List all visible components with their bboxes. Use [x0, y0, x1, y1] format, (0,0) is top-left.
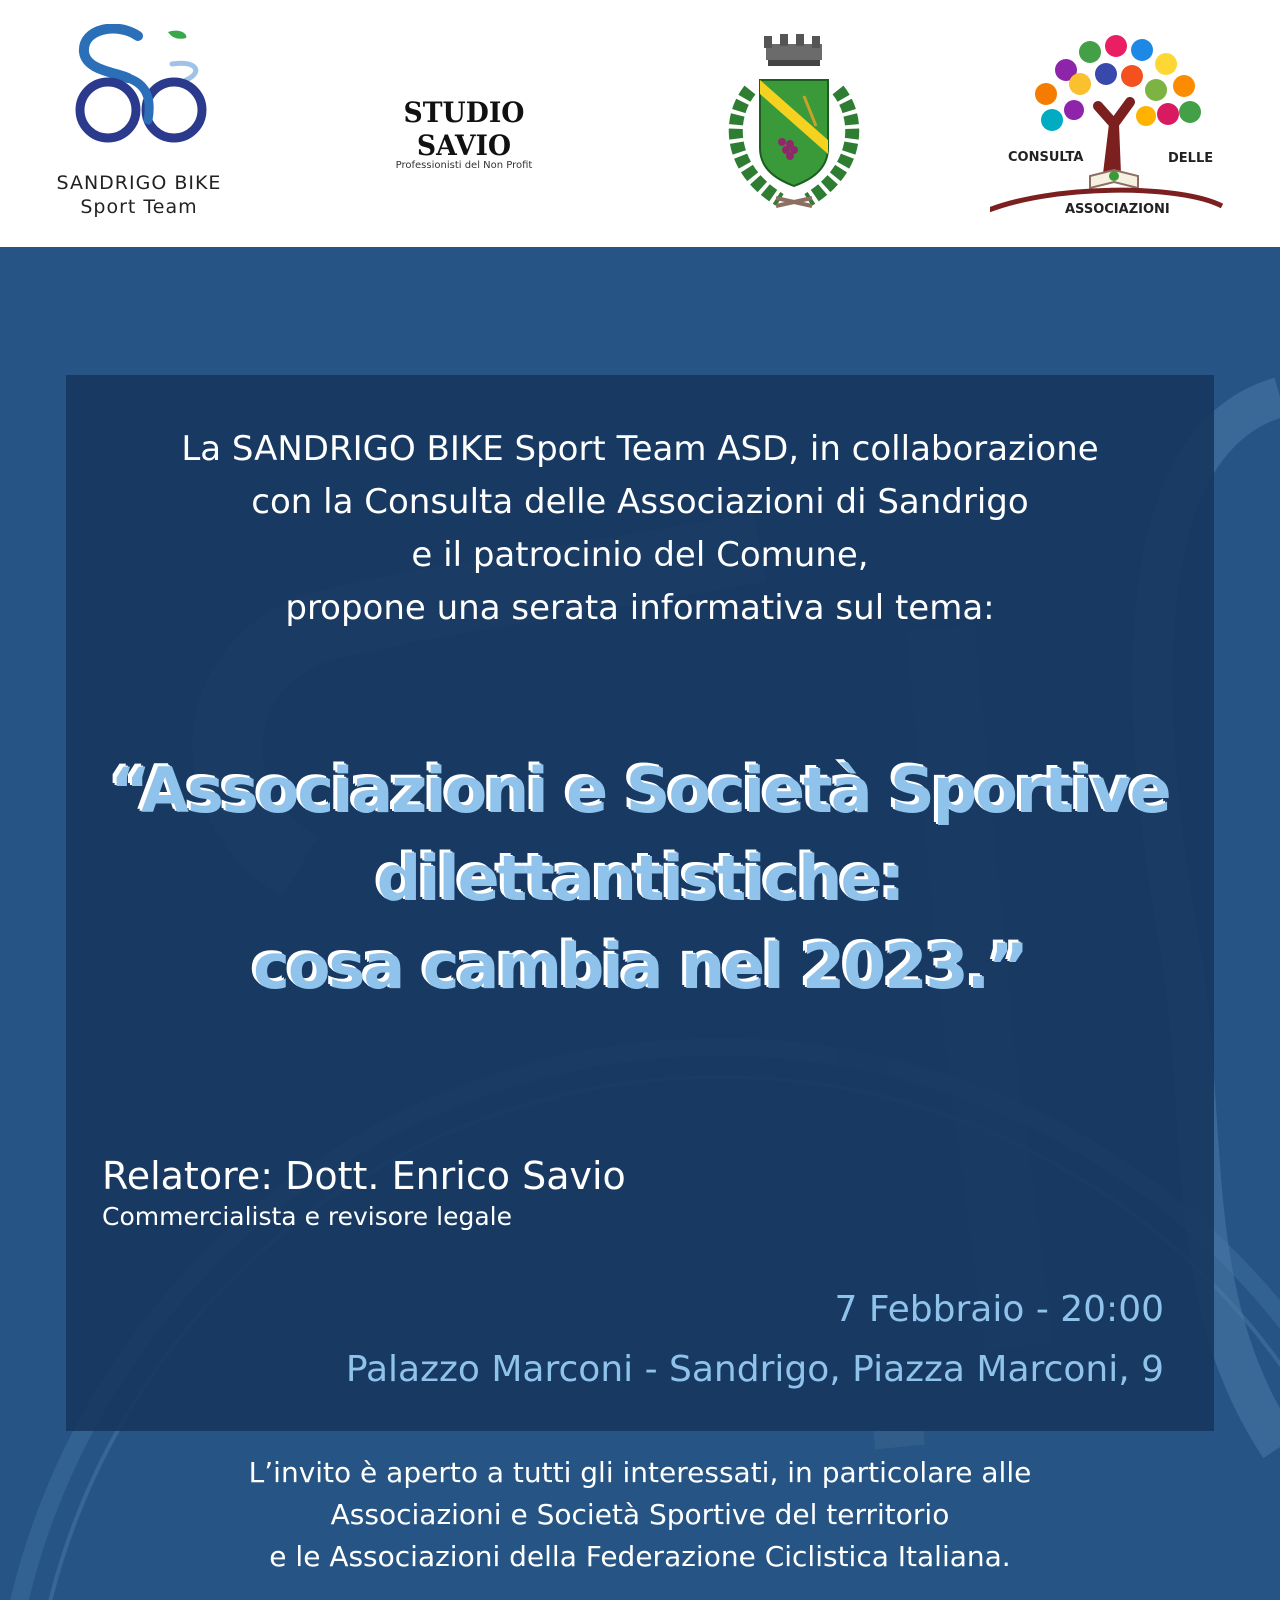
title-line-3: cosa cambia nel 2023.” — [253, 930, 1027, 1003]
consulta-word-3: ASSOCIAZIONI — [1065, 202, 1170, 217]
invitation-note — [0, 1452, 1280, 1578]
footer-line-2: Associazioni e Società Sportive del territorio — [330, 1498, 950, 1531]
studio-savio-logo — [348, 96, 580, 171]
intro-line-2: con la Consulta delle Associazioni di Sandrigo — [251, 482, 1029, 522]
header-logos — [0, 0, 1280, 247]
bike-emblem-icon — [68, 24, 208, 148]
intro-text — [66, 423, 1214, 635]
intro-line-3: e il patrocinio del Comune, — [411, 535, 869, 575]
studio-logo-subtitle: Professionisti del Non Profit — [395, 160, 533, 171]
sandrigo-bike-logo — [28, 24, 250, 224]
intro-line-1: La SANDRIGO BIKE Sport Team ASD, in collaborazione — [181, 429, 1099, 469]
main-content — [0, 247, 1280, 1600]
consulta-word-2: DELLE — [1168, 151, 1214, 166]
intro-line-4: propone una serata informativa sul tema: — [285, 588, 995, 628]
event-title — [66, 747, 1214, 1011]
bike-logo-name: SANDRIGO BIKE — [56, 172, 222, 194]
municipal-crest-icon — [720, 30, 868, 216]
speaker-block — [102, 1152, 626, 1234]
bike-logo-subtitle: Sport Team — [80, 196, 198, 218]
event-details — [346, 1280, 1164, 1400]
title-line-2: dilettantistiche: — [376, 842, 904, 915]
consulta-associazioni-logo — [990, 24, 1252, 224]
footer-line-1: L’invito è aperto a tutti gli interessati, in particolare alle — [248, 1456, 1032, 1489]
speaker-role: Commercialista e revisore legale — [102, 1202, 512, 1231]
event-location: Palazzo Marconi - Sandrigo, Piazza Marconi, 9 — [345, 1349, 1164, 1390]
footer-line-3: e le Associazioni della Federazione Ciclistica Italiana. — [269, 1540, 1011, 1573]
speaker-name: Relatore: Dott. Enrico Savio — [102, 1154, 626, 1198]
event-datetime: 7 Febbraio - 20:00 — [834, 1289, 1164, 1330]
title-line-1: “Associazioni e Società Sportive — [110, 754, 1170, 827]
consulta-word-1: CONSULTA — [1008, 150, 1084, 165]
studio-logo-name: STUDIO SAVIO — [403, 96, 525, 162]
